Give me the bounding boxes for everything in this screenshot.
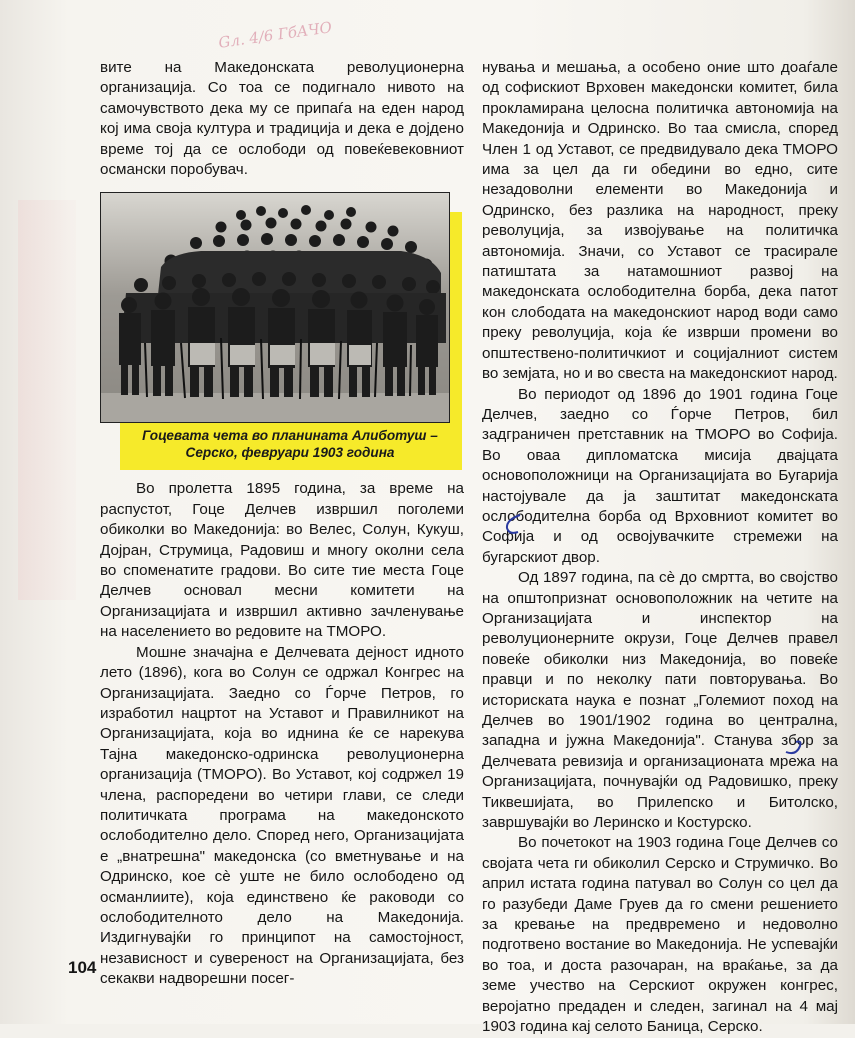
right-paragraph-1: нувања и мешања, а особено оние што доаѓале од софискиот Врховен македонски комитет, била прокламирана целосна политичка автономија на Македонија и Одринско. Во таа смисла, според Член 1 од Уставот, се предвидувало дека ТМОРО има за цел да ги обедини во едно, сите незадоволни елементи во Македонија и Одринско, без разлика на народност, преку револуција, за извојување на политичка автономија. Значи, со Уставот се трасирале патиштата за натамошниот развој на македонската ослободителна борба, дека патот кон слободата на македонскиот народ води само преку револуција, која ќе изврши промени во општествено-политичкиот и социјалниот систем во земјата, но и во свеста на македонскиот народ.: [482, 59, 838, 383]
historical-photo: [100, 192, 450, 423]
right-paragraph-2: Во периодот од 1896 до 1901 година Гоце Делчев, заедно со Ѓорче Петров, бил задграничен претставник на ТМОРО во Софија. Во оваа дипломатска мисија двајцата основоположници на Организацијата во Бугарија настојувале да ја заштитат македонската ослободителна борба од Врховниот комитет во Софија и од освојувачките стремежи на бугарскиот двор.: [482, 385, 838, 566]
margin-stain: [18, 200, 76, 600]
right-paragraph-4: Во почетокот на 1903 година Гоце Делчев со својата чета ги обиколил Серско и Струмичко. Во април истата година патувал во Солун со цел да го разубеди Даме Груев да го смени решението за кревање на предвремено и недоволно подготвено востание во Македонија. Не успевајќи во тоа, и доста разочаран, на враќање, за да земе учество на Серскиот окружен конгрес, веројатно предаден и следен, загинал на 4 мај 1903 година кај селото Баница, Серско.: [482, 834, 838, 1036]
right-column: [482, 58, 838, 1038]
right-paragraph-3: Од 1897 година, па сè до смртта, во својство на општопризнат основоположник на четите на Организацијата и инспектор на револуционерните окрузи, Гоце Делчев правел повеќе обиколки низ Македонија, во повеќе правци и по неколку пати повторувања. Во историската наука е познат „Големиот поход на Делчев во 1901/1902 година во централна, западна и јужна Македонија". Станува збор за Делчевата ревизија и организационата мрежа на Организацијата, почнувајќи од Радовишко, преку Тиквешијата, во Прилепско и Битолско, завршувајќи во Леринско и Костурско.: [482, 569, 838, 832]
left-paragraph-1: вите на Македонската револуционерна организација. Со тоа се подигнало нивото на самочувството дека му се припаѓа на еден народ кој има своја култура и традиција и дека е дојдено време тој да се ослободи од повеќевековниот османски поробувач.: [100, 59, 464, 179]
group-photo-image: [101, 193, 449, 422]
pen-mark-paragraph-end: [782, 738, 810, 762]
left-paragraph-3: Мошне значајна е Делчевата дејност идното лето (1896), кога во Солун се одржал Конгрес на Организацијата. Заедно со Ѓорче Петров, го изработил нацртот на Уставот и Правилникот на Организацијата, која во иднина ќе се нарекува Тајна македонско-одринска револуционерна организација (ТМОРО). Во Уставот, кој содржел 19 члена, распоредени во четири глави, се следи политичката програма на македонското ослободително дело. Според него, Организацијата е „внатрешна" македонска (со вметнување и на Одринско, кое сè уште не било ослободено од османлиите), која единствено ќе раководи со ослободителното дело на Македонија. Издигнувајќи го принципот на самостојност, независност и суверенoст на Организацијата, без секакви надворешни посег-: [100, 643, 464, 988]
left-paragraph-2: Во пролетта 1895 година, за време на распустот, Гоце Делчев извршил поголеми обиколки во Македонија: во Велес, Солун, Кукуш, Дојран, Струмица, Радовиш и многу околни села во споменатите градови. Во сите тие места Гоце Делчев основал месни комитети на Организацијата и извршил активно зачленување на населението во редовите на ТМОРО.: [100, 480, 464, 641]
photo-caption: Гоцевата чета во планината Алиботуш – Серско, февруари 1903 година: [142, 428, 438, 461]
page-number: 104: [68, 958, 97, 977]
photo-figure: [100, 192, 458, 461]
pencil-note: Gл. 4/6 ГбАЧО: [217, 18, 334, 52]
left-column: [100, 58, 464, 990]
pen-mark-paragraph-start: [500, 512, 528, 538]
